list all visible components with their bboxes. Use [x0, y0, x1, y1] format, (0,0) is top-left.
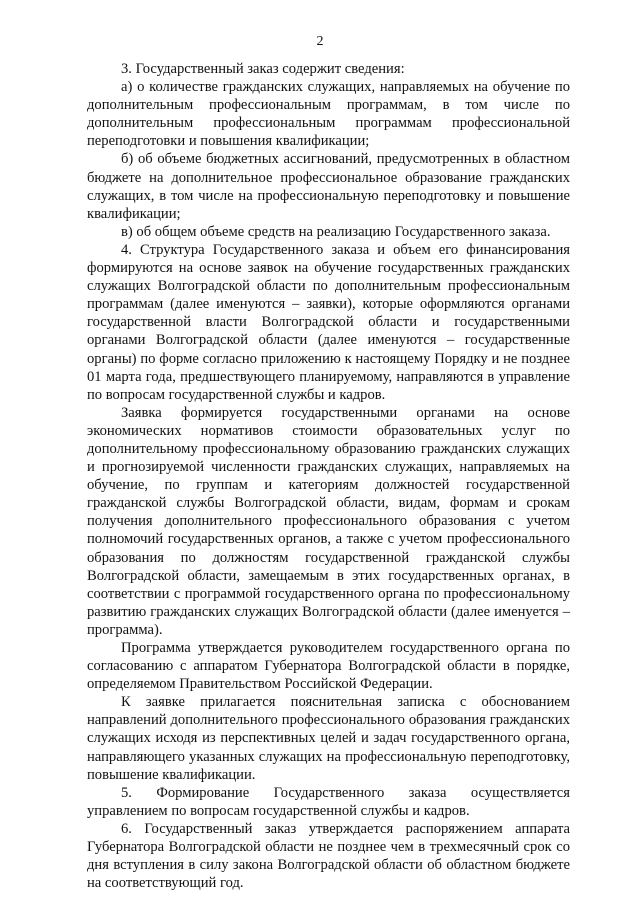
paragraph-explanatory-note: К заявке прилагается пояснительная записка с обоснованием направлений дополнительного профессионального образования гражданских служащих исходя из перспективных целей и задач государственного органа, направляющего указанных служащих на профессиональную переподготовку, повышение квалификации. [87, 694, 570, 783]
paragraph-3-intro: 3. Государственный заказ содержит сведения: [121, 61, 405, 77]
paragraph-5: 5. Формирование Государственного заказа осуществляется управлением по вопросам государственной службы и кадров. [87, 784, 570, 819]
paragraph-3a: а) о количестве гражданских служащих, направляемых на обучение по дополнительным профессиональным программам, в том числе по дополнительным профессиональным программам профессиональной переподготовки и повышения квалификации; [87, 79, 570, 150]
paragraph-3b: б) об объеме бюджетных ассигнований, предусмотренных в областном бюджете на дополнительное профессиональное образование гражданских служащих, в том числе на профессиональную переподготовку и повышение квалификации; [87, 151, 570, 222]
page-number: 2 [316, 34, 324, 49]
paragraph-4: 4. Структура Государственного заказа и объем его финансирования формируются на основе заявок на обучение государственных гражданских служащих Волгоградской области по дополнительным профессиональным программам (далее именуются – заявки), которые оформляются органами государственной власти Волгоградской области и государственными органами Волгоградской области (далее именуются – государственные органы) по форме согласно приложению к настоящему Порядку и не позднее 01 марта года, предшествующего планируемому, направляются в управление по вопросам государственной службы и кадров. [87, 241, 570, 403]
paragraph-request: Заявка формируется государственными органами на основе экономических нормативов стоимости образовательных услуг по дополнительному профессиональному образованию гражданских служащих и прогнозируемой численности гражданских служащих, направляемых на обучение, по группам и категориям должностей государственной гражданской службы Волгоградской области, видам, формам и срокам получения дополнительного профессионального образования с учетом полномочий государственных органов, а также с учетом профессионального образования по должностям государственной гражданской службы Волгоградской области, замещаемым в этих государственных органах, в соответствии с программой государственного органа по профессиональному развитию гражданских служащих Волгоградской области (далее именуется – программа). [87, 404, 570, 638]
paragraph-6: 6. Государственный заказ утверждается распоряжением аппарата Губернатора Волгоградской области не позднее чем в трехмесячный срок со дня вступления в силу закона Волгоградской области об областном бюджете на соответствующий год. [87, 820, 570, 892]
document-body [87, 60, 570, 892]
paragraph-3c: в) об общем объеме средств на реализацию Государственного заказа. [121, 223, 551, 240]
paragraph-program: Программа утверждается руководителем государственного органа по согласованию с аппаратом Губернатора Волгоградской области в порядке, определяемом Правительством Российской Федерации. [87, 640, 570, 693]
